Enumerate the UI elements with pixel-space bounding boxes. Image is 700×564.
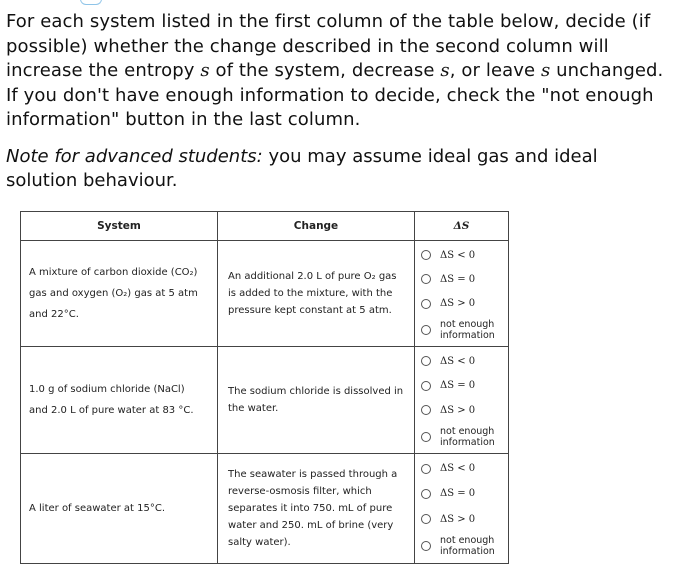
system-line: A liter of seawater at 15°C.	[29, 503, 166, 514]
collapse-tab[interactable]	[80, 0, 102, 5]
radio-button[interactable]	[421, 381, 431, 391]
instructions-line: For each system listed in the first column of the table below, decide (if	[6, 11, 651, 32]
option-not-enough-info[interactable]: not enough information	[421, 426, 508, 448]
change-line: reverse-osmosis filter, which	[228, 486, 372, 497]
option-positive[interactable]: ΔS > 0	[421, 510, 508, 528]
instructions-line: possible) whether the change described in the second column will	[6, 35, 609, 57]
table-row	[21, 454, 509, 564]
header-system: System	[21, 212, 218, 241]
option-negative[interactable]: ΔS < 0	[421, 246, 508, 264]
options-cell	[415, 241, 509, 347]
system-cell	[21, 347, 218, 454]
change-line: the water.	[228, 403, 279, 414]
change-line: The seawater is passed through a	[228, 469, 398, 480]
radio-button[interactable]	[421, 299, 431, 309]
option-negative[interactable]: ΔS < 0	[421, 460, 508, 478]
entropy-table	[20, 211, 509, 564]
option-negative[interactable]: ΔS < 0	[421, 352, 508, 370]
change-line: An additional 2.0 L of pure O₂ gas	[228, 271, 397, 282]
system-cell	[21, 241, 218, 347]
system-line: and 2.0 L of pure water at 83 °C.	[29, 405, 194, 416]
instructions-line: If you don't have enough information to decide, check the "not enough	[6, 84, 654, 106]
change-cell	[218, 347, 415, 454]
instructions-line: information" button in the last column.	[6, 109, 361, 130]
option-not-enough-info[interactable]: not enough information	[421, 535, 508, 557]
change-line: water and 250. mL of brine (very	[228, 520, 394, 531]
radio-button[interactable]	[421, 250, 431, 260]
option-positive[interactable]: ΔS > 0	[421, 295, 508, 313]
option-positive[interactable]: ΔS > 0	[421, 401, 508, 419]
radio-button[interactable]	[421, 489, 431, 499]
radio-button[interactable]	[421, 325, 431, 335]
radio-button[interactable]	[421, 541, 431, 551]
radio-button[interactable]	[421, 514, 431, 524]
header-change: Change	[218, 212, 415, 241]
table-row	[21, 241, 509, 347]
radio-button[interactable]	[421, 464, 431, 474]
change-line: pressure kept constant at 5 atm.	[228, 305, 392, 316]
system-line: 1.0 g of sodium chloride (NaCl)	[29, 384, 185, 395]
note-lead: Note for advanced students:	[6, 146, 263, 167]
system-line: A mixture of carbon dioxide (CO₂)	[29, 267, 198, 278]
table-header-row	[21, 212, 509, 241]
radio-button[interactable]	[421, 405, 431, 415]
option-not-enough-info[interactable]: not enough information	[421, 319, 508, 341]
option-zero[interactable]: ΔS = 0	[421, 377, 508, 395]
system-line: and 22°C.	[29, 309, 79, 320]
change-line: separates it into 750. mL of pure	[228, 503, 393, 514]
option-zero[interactable]: ΔS = 0	[421, 485, 508, 503]
radio-button[interactable]	[421, 356, 431, 366]
system-cell	[21, 454, 218, 564]
change-cell	[218, 241, 415, 347]
change-line: is added to the mixture, with the	[228, 288, 393, 299]
change-line: The sodium chloride is dissolved in	[228, 386, 404, 397]
header-delta-s: ΔS	[415, 212, 509, 241]
radio-button[interactable]	[421, 274, 431, 284]
option-zero[interactable]: ΔS = 0	[421, 270, 508, 288]
table-row	[21, 347, 509, 454]
system-line: gas and oxygen (O₂) gas at 5 atm	[29, 288, 198, 299]
change-cell	[218, 454, 415, 564]
radio-button[interactable]	[421, 432, 431, 442]
change-line: salty water).	[228, 537, 291, 548]
advanced-note: Note for advanced students: you may assume ideal gas and ideal solution behaviour.	[6, 146, 598, 191]
instructions-line: increase the entropy s of the system, decrease s, or leave s unchanged.	[6, 60, 664, 81]
options-cell	[415, 454, 509, 564]
options-cell	[415, 347, 509, 454]
instructions	[6, 10, 696, 133]
